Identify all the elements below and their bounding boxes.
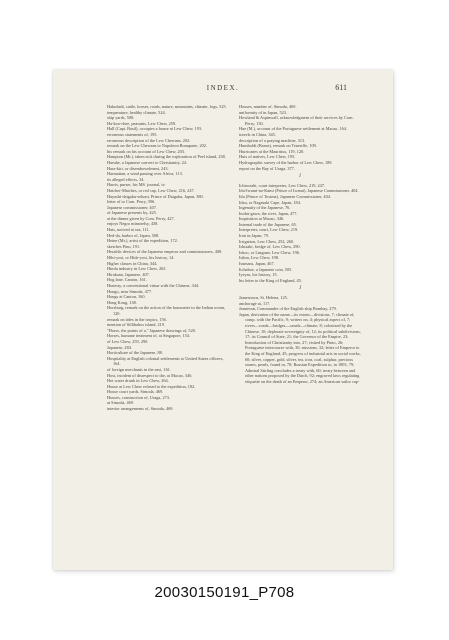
index-entry: at the dinner given by Com. Perry, 427. <box>107 215 175 221</box>
index-entry: uniformity of in Japan, 523. <box>239 109 287 115</box>
index-entry: remark on tides in the tropics, 156. <box>107 316 167 322</box>
index-entry: Japanese, 284. <box>107 344 132 350</box>
index-entry: Japanese commissioner, 407. <box>107 204 157 210</box>
index-entry: interior arrangements of, Simoda, 469. <box>107 406 174 412</box>
page-title: INDEX. <box>206 84 240 92</box>
index-entry: Ishoo, or Lingnan, Lew Chew, 196. <box>239 249 300 255</box>
index-entry: erroneous description of the Lew Chewans, 202. <box>107 137 191 143</box>
index-entry: Howland & Aspinwall, acknowledgment of their services by Com. Perry, 130. <box>239 115 354 126</box>
index-column-right <box>239 104 361 385</box>
index-entry: Idzu, or Nagasaki Cape, Japan, 184. <box>239 199 301 205</box>
index-entry: temperature, healthy climate, 524. <box>107 109 166 115</box>
index-entry: Hirakana, Japanese, 407. <box>107 271 150 277</box>
index-entry: Inobu-gawa, the river, Japan, 477. <box>239 210 298 216</box>
index-entry: its alleged effects, 34. <box>107 176 145 182</box>
index-entry: Hampton (Mr.), taken sick during the exploration of Peel island, 238. <box>107 154 226 160</box>
index-entry: Hog lane, Canton, 161. <box>107 277 147 283</box>
index-entry: Hospitality at English colonial settlements to United States officers, 164. <box>107 355 224 367</box>
index-entry: Ishizaki, bridge of, Lew Chew, 290. <box>239 244 301 250</box>
index-entry: Japan, derivation of the name—its extent—divisions, 7; climate of, comp. with the Pacific, 9; writers on, 4; physical aspect of, 7; rivers—roads—bridges—canals—climate, 8; colonized by the Chinese, 10; deplorate sovereignty of, 12; its political subdivisions, 17; its Council of State, 21; the Governor of the Empire, 23; Introduction of Christianity into, 27; visited by Pinto, 26; Portuguese intercourse with, 30; missions, 32; letter of Emperor to the King of England, 45; progress of industrial arts in social works, 60; silver, copper, gold, silver, tea, iron, coal, sulphur, precious stones, pearls, found in, 78; Russian Expedition to, in 1803, 79; Admiral Stirling concludes a treaty with, 60; treaty between and other nations proposed by the Dutch, 92; engraved laws regulating etiquette on the death of an Emperor, 274; an American sailor cap- <box>239 311 361 384</box>
index-entry: Horsburg, remark on the action of the barometer in the Indian ocean, 120. <box>107 305 226 316</box>
index-entry: Higher classes in China, 344. <box>107 260 158 266</box>
index-entry: ship yards, 508. <box>107 115 135 121</box>
index-entry: Ichirozabi, court interpreter, Lew Chew, 219, 247. <box>239 182 326 188</box>
index-entry: sketches Pino, 191. <box>107 243 141 249</box>
index-entry: Hayashi-daigaku-sekoni, Prince of Daigaku, Japan, 380. <box>107 193 204 199</box>
index-entry: Honesty, a conventional virtue with the Chinese, 344. <box>107 283 200 288</box>
page-number: 611 <box>335 83 347 92</box>
index-entry: Heraldic devices of the Japanese emperor and commissioners, 408. <box>107 249 223 255</box>
index-entry: description of a praying machine, 313. <box>239 137 306 143</box>
index-entry: enjoys Negro minstrelsy, 438. <box>107 221 159 227</box>
index-entry: Hindu industry in Lew Chew, 265. <box>107 266 167 272</box>
index-entry: Isumaru, Japan, 467. <box>239 261 275 267</box>
index-entry: Isthm, Lew Chew, 198. <box>239 255 280 261</box>
index-entry: Itchaboe, a Japanese coin, 505. <box>239 266 293 272</box>
index-entry: Huts of natives, Lew Chew, 195. <box>239 154 296 160</box>
index-entry: Hats, noticed at sea, 111. <box>107 227 150 233</box>
index-entry: Hara-kiri, or disembowelment, 243. <box>107 165 169 171</box>
index-entry: Interpreter, court, Lew Chew, 219. <box>239 227 299 233</box>
index-entry: remark on the Lew Chewans to Napoleon Bonaparte, 202. <box>107 143 207 149</box>
index-entry: mention of Sillibabos island, 219. <box>107 322 166 328</box>
index-entry: Hed-da, harbor of, Japan, 508. <box>107 232 160 238</box>
index-entry: Inquisition at Macao, 346. <box>239 216 285 222</box>
index-entry: Irrigation, Lew Chew, 252, 260. <box>239 238 295 244</box>
index-entry: Heine (Mr.), artist of the expedition, 172. <box>107 238 178 244</box>
index-entry: House at Lew Chew refused to the expedition, 182. <box>107 383 196 389</box>
index-entry: Iron in Japan, 79. <box>239 233 269 239</box>
index-section-letter: J <box>298 286 302 292</box>
index-entry: Hurricanes at the Mauritius, 119, 120. <box>239 148 305 154</box>
index-entry: Hue (M.), account of the Portuguese settlement at Macao, 164. <box>239 126 347 132</box>
index-entry: Hong Kong, 138. <box>107 299 137 305</box>
document-page <box>53 70 393 570</box>
index-entry: Host, incident of disrespect to the, at Macao, 346. <box>107 372 193 378</box>
index-entry: Hibi-yosi, or Hide-yosi, his history, 14. <box>107 255 175 261</box>
index-entry: Ingenuity of the Japanese, 76. <box>239 205 291 211</box>
index-entry: House court yards, Simoda, 469. <box>107 389 164 395</box>
index-entry: his letter to the King of England, 45. <box>239 277 302 283</box>
index-entry: Idu-Iwami-no-Kami (Prince of Iwami), Japanese Commissioner, 404. <box>239 188 359 194</box>
index-entry: Hot water drunk in Lew Chew, 264. <box>107 378 169 384</box>
index-entry: Ha-koo-chee, peasants, Lew Chew, 259. <box>107 120 177 126</box>
index-entry: of Lew Chew, 259, 290. <box>107 338 149 344</box>
index-entry: travels in China, 345. <box>239 131 276 137</box>
index-entry: "Horse, the points of a," Japanese drawings of, 520. <box>107 327 196 333</box>
index-entry: Hall (Capt. Basil), occupies a house at Lew Chew, 193. <box>107 126 203 132</box>
index-entry: of Japanese presents by, 425. <box>107 210 157 216</box>
index-entry: Harmattan, a wind passing over Africa, 113. <box>107 171 183 177</box>
index-entry: Jamestown, St. Helena, 125. <box>239 295 288 300</box>
index-entry: Iyeyas, his history, 15. <box>239 272 278 278</box>
index-entry: his remark on his account of Lew Chew, 203. <box>107 148 186 154</box>
index-entry: letter of to Com. Perry, 396. <box>107 199 156 205</box>
index-entry: Horticulture of the Japanese, 88. <box>107 350 163 356</box>
index-entry: of foreign merchants in the east, 161. <box>107 366 171 372</box>
index-entry: anchorage at, 117. <box>239 300 271 306</box>
index-entry: Harris, purser, his MS. journal, iv. <box>107 182 166 188</box>
index-entry: at Simoda, 469. <box>107 400 134 406</box>
image-caption: 20030150191_P708 <box>154 584 295 601</box>
index-entry: Jamieson, Commander of the English ship Bombay, 279. <box>239 306 337 312</box>
index-entry: Houses, construction of, Uraga, 273. <box>107 394 171 400</box>
index-entry: Haruhe, a Japanese convert to Christianity, 24. <box>107 159 188 165</box>
index-column-left <box>107 104 229 412</box>
index-entry: Internal trade of the Japanese, 65. <box>239 221 297 227</box>
index-entry: Humboldt (Baron), remark on Teneriffe, 109. <box>239 143 317 149</box>
index-entry: Hongs at Canton, 160. <box>107 294 146 300</box>
index-entry: Hatcher-Matches, or red cap, Lew Chew, 216, 247. <box>107 187 195 193</box>
index-entry: Hongo, near Simoda, 477. <box>107 288 153 294</box>
index-entry: Hydrographic survey of the harbor of Lew Chew, 189. <box>239 159 333 165</box>
index-entry: Hakodadi, cattle, horses, roads, nature, mountains, climate, fogs, 525. <box>107 104 227 109</box>
index-entry: Houses, number of, Simoda, 469. <box>239 104 297 109</box>
index-entry: Horses, humane treatment of, at Singapore, 154. <box>107 333 191 339</box>
page-header <box>53 84 393 96</box>
index-entry: report on the Bay of Uraga, 377. <box>239 165 295 171</box>
index-entry: erroneous statements of, 195. <box>107 131 158 137</box>
index-section-letter: I <box>299 174 301 180</box>
index-entry: Idu (Prince of Tosima), Japanese Commissioner, 404. <box>239 193 331 199</box>
